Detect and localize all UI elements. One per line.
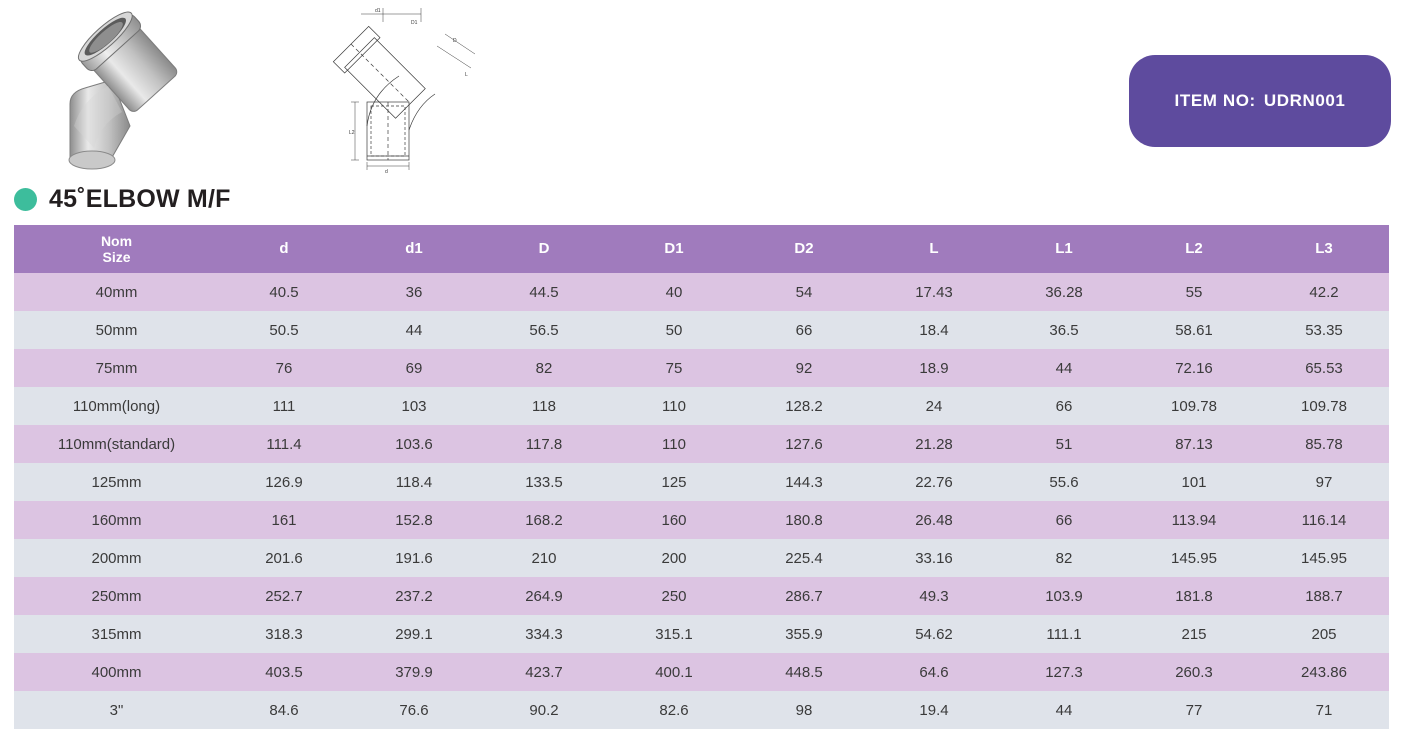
cell-value: 66 [999, 501, 1129, 539]
cell-value: 160 [609, 501, 739, 539]
cell-value: 50.5 [219, 311, 349, 349]
column-header-d: d [219, 225, 349, 273]
cell-value: 33.16 [869, 539, 999, 577]
cell-value: 111.1 [999, 615, 1129, 653]
cell-value: 18.4 [869, 311, 999, 349]
cell-value: 110 [609, 387, 739, 425]
cell-value: 36 [349, 273, 479, 311]
cell-value: 51 [999, 425, 1129, 463]
table-body [14, 273, 1389, 729]
cell-value: 44 [999, 691, 1129, 729]
cell-value: 118.4 [349, 463, 479, 501]
cell-value: 113.94 [1129, 501, 1259, 539]
column-header-D1: D1 [609, 225, 739, 273]
cell-value: 145.95 [1129, 539, 1259, 577]
cell-value: 111.4 [219, 425, 349, 463]
page-title-text: 45˚ELBOW M/F [49, 184, 231, 213]
cell-value: 299.1 [349, 615, 479, 653]
cell-value: 19.4 [869, 691, 999, 729]
cell-value: 152.8 [349, 501, 479, 539]
cell-nom-size: 400mm [14, 653, 219, 691]
cell-value: 109.78 [1129, 387, 1259, 425]
cell-nom-size: 160mm [14, 501, 219, 539]
cell-value: 90.2 [479, 691, 609, 729]
column-header-nom-size [14, 225, 219, 273]
bullet-dot-icon [14, 188, 37, 211]
item-number-badge [1129, 55, 1391, 147]
cell-value: 215 [1129, 615, 1259, 653]
cell-nom-size: 110mm(long) [14, 387, 219, 425]
cell-nom-size: 250mm [14, 577, 219, 615]
svg-text:L2: L2 [349, 130, 355, 136]
cell-value: 243.86 [1259, 653, 1389, 691]
cell-value: 379.9 [349, 653, 479, 691]
cell-value: 53.35 [1259, 311, 1389, 349]
table-row [14, 539, 1389, 577]
cell-value: 126.9 [219, 463, 349, 501]
svg-text:d: d [385, 169, 388, 175]
technical-drawing [325, 6, 490, 175]
cell-value: 116.14 [1259, 501, 1389, 539]
cell-value: 403.5 [219, 653, 349, 691]
cell-value: 36.28 [999, 273, 1129, 311]
cell-value: 111 [219, 387, 349, 425]
cell-value: 76 [219, 349, 349, 387]
cell-value: 318.3 [219, 615, 349, 653]
cell-value: 237.2 [349, 577, 479, 615]
column-header-d1: d1 [349, 225, 479, 273]
cell-value: 201.6 [219, 539, 349, 577]
specification-table [14, 225, 1389, 729]
cell-value: 110 [609, 425, 739, 463]
item-number-value: UDRN001 [1263, 91, 1346, 110]
cell-value: 49.3 [869, 577, 999, 615]
table-row [14, 501, 1389, 539]
cell-value: 24 [869, 387, 999, 425]
cell-value: 118 [479, 387, 609, 425]
cell-value: 181.8 [1129, 577, 1259, 615]
cell-value: 66 [999, 387, 1129, 425]
cell-value: 127.3 [999, 653, 1129, 691]
cell-value: 40 [609, 273, 739, 311]
cell-value: 200 [609, 539, 739, 577]
cell-value: 144.3 [739, 463, 869, 501]
cell-value: 42.2 [1259, 273, 1389, 311]
table-row [14, 425, 1389, 463]
cell-value: 103.9 [999, 577, 1129, 615]
svg-text:D: D [453, 38, 457, 44]
cell-value: 180.8 [739, 501, 869, 539]
nom-size-line1: Nom [100, 232, 133, 249]
cell-value: 26.48 [869, 501, 999, 539]
page-title [14, 182, 231, 216]
svg-text:d1: d1 [375, 8, 381, 14]
cell-value: 205 [1259, 615, 1389, 653]
cell-value: 76.6 [349, 691, 479, 729]
svg-text:D1: D1 [411, 20, 418, 26]
cell-value: 77 [1129, 691, 1259, 729]
cell-value: 250 [609, 577, 739, 615]
cell-value: 50 [609, 311, 739, 349]
cell-value: 103 [349, 387, 479, 425]
product-photo [52, 8, 212, 173]
item-number-label: ITEM NO: [1174, 91, 1256, 110]
cell-value: 21.28 [869, 425, 999, 463]
table-header-row [14, 225, 1389, 273]
cell-nom-size: 315mm [14, 615, 219, 653]
cell-value: 69 [349, 349, 479, 387]
cell-nom-size: 75mm [14, 349, 219, 387]
cell-value: 98 [739, 691, 869, 729]
cell-value: 18.9 [869, 349, 999, 387]
cell-value: 92 [739, 349, 869, 387]
cell-value: 64.6 [869, 653, 999, 691]
cell-value: 225.4 [739, 539, 869, 577]
cell-value: 82 [999, 539, 1129, 577]
table-row [14, 463, 1389, 501]
cell-nom-size: 3" [14, 691, 219, 729]
nom-size-line2: Size [102, 249, 131, 265]
cell-value: 355.9 [739, 615, 869, 653]
cell-value: 36.5 [999, 311, 1129, 349]
table-row [14, 691, 1389, 729]
cell-nom-size: 50mm [14, 311, 219, 349]
cell-value: 66 [739, 311, 869, 349]
cell-value: 161 [219, 501, 349, 539]
cell-value: 125 [609, 463, 739, 501]
cell-value: 44 [349, 311, 479, 349]
cell-value: 97 [1259, 463, 1389, 501]
table-row [14, 349, 1389, 387]
cell-value: 54 [739, 273, 869, 311]
cell-value: 40.5 [219, 273, 349, 311]
table-header [14, 225, 1389, 273]
cell-value: 117.8 [479, 425, 609, 463]
cell-nom-size: 200mm [14, 539, 219, 577]
column-header-D2: D2 [739, 225, 869, 273]
cell-nom-size: 125mm [14, 463, 219, 501]
cell-value: 44 [999, 349, 1129, 387]
cell-value: 103.6 [349, 425, 479, 463]
cell-value: 168.2 [479, 501, 609, 539]
cell-value: 260.3 [1129, 653, 1259, 691]
cell-nom-size: 110mm(standard) [14, 425, 219, 463]
cell-value: 191.6 [349, 539, 479, 577]
column-header-L: L [869, 225, 999, 273]
column-header-L2: L2 [1129, 225, 1259, 273]
cell-value: 54.62 [869, 615, 999, 653]
cell-value: 264.9 [479, 577, 609, 615]
cell-value: 448.5 [739, 653, 869, 691]
column-header-L1: L1 [999, 225, 1129, 273]
cell-value: 334.3 [479, 615, 609, 653]
cell-value: 71 [1259, 691, 1389, 729]
cell-value: 55 [1129, 273, 1259, 311]
cell-value: 58.61 [1129, 311, 1259, 349]
table-row [14, 653, 1389, 691]
cell-value: 72.16 [1129, 349, 1259, 387]
cell-value: 188.7 [1259, 577, 1389, 615]
cell-value: 17.43 [869, 273, 999, 311]
cell-value: 101 [1129, 463, 1259, 501]
cell-value: 128.2 [739, 387, 869, 425]
cell-value: 87.13 [1129, 425, 1259, 463]
column-header-D: D [479, 225, 609, 273]
cell-nom-size: 40mm [14, 273, 219, 311]
cell-value: 82 [479, 349, 609, 387]
table-row [14, 577, 1389, 615]
cell-value: 315.1 [609, 615, 739, 653]
header-area [0, 0, 1403, 175]
table-row [14, 615, 1389, 653]
table-row [14, 387, 1389, 425]
cell-value: 75 [609, 349, 739, 387]
cell-value: 109.78 [1259, 387, 1389, 425]
table-row [14, 311, 1389, 349]
cell-value: 400.1 [609, 653, 739, 691]
cell-value: 286.7 [739, 577, 869, 615]
column-header-L3: L3 [1259, 225, 1389, 273]
cell-value: 65.53 [1259, 349, 1389, 387]
cell-value: 252.7 [219, 577, 349, 615]
table-row [14, 273, 1389, 311]
cell-value: 210 [479, 539, 609, 577]
cell-value: 133.5 [479, 463, 609, 501]
svg-text:L: L [465, 72, 468, 78]
cell-value: 127.6 [739, 425, 869, 463]
cell-value: 82.6 [609, 691, 739, 729]
cell-value: 55.6 [999, 463, 1129, 501]
cell-value: 56.5 [479, 311, 609, 349]
cell-value: 44.5 [479, 273, 609, 311]
cell-value: 423.7 [479, 653, 609, 691]
cell-value: 22.76 [869, 463, 999, 501]
cell-value: 84.6 [219, 691, 349, 729]
cell-value: 145.95 [1259, 539, 1389, 577]
cell-value: 85.78 [1259, 425, 1389, 463]
